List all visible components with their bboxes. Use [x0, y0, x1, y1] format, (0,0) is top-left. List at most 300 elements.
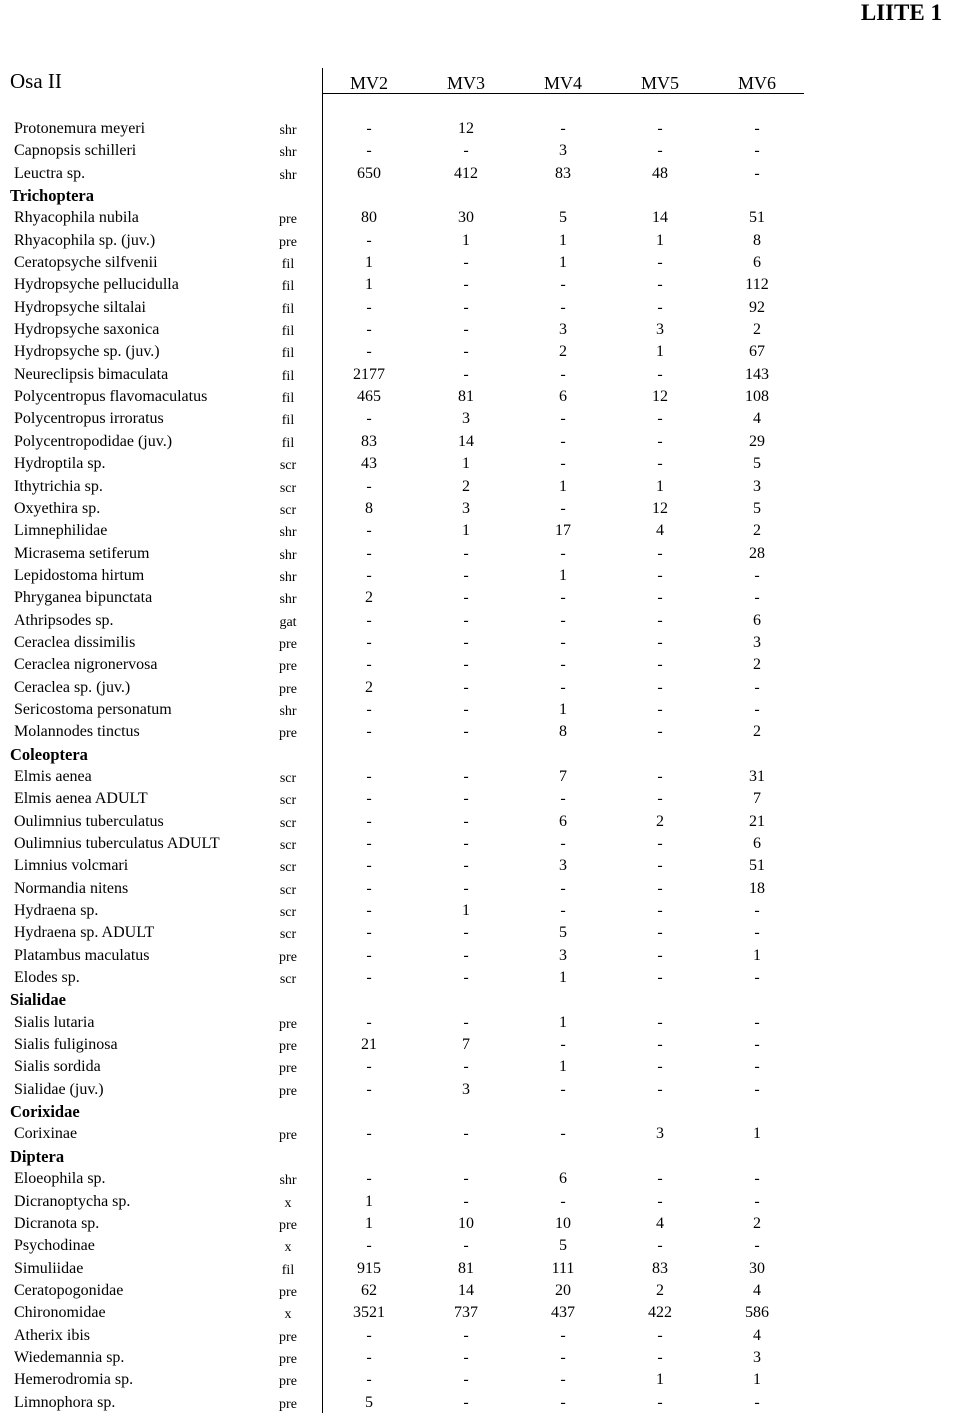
feeding-group: pre	[279, 1396, 297, 1412]
count-cell: -	[657, 1080, 663, 1098]
count-cell: -	[560, 1326, 566, 1344]
count-cell: -	[366, 1237, 372, 1255]
count-cell: 83	[652, 1259, 668, 1277]
feeding-group: scr	[279, 905, 297, 921]
count-cell: -	[754, 969, 760, 987]
feeding-group: shr	[279, 703, 297, 719]
count-cell: 8	[753, 231, 761, 249]
taxon-name: Leuctra sp.	[14, 164, 86, 182]
feeding-group: scr	[279, 927, 297, 943]
feeding-group: fil	[281, 324, 295, 340]
feeding-group: pre	[279, 636, 297, 652]
count-cell: -	[560, 432, 566, 450]
feeding-group: shr	[279, 592, 297, 608]
count-cell: 1	[656, 343, 664, 361]
count-cell: -	[657, 365, 663, 383]
table-row	[0, 1123, 960, 1145]
taxon-name: Hydropsyche pellucidulla	[14, 276, 179, 294]
count-cell: 3	[753, 1348, 761, 1366]
count-cell: 143	[745, 365, 769, 383]
count-cell: -	[754, 1170, 760, 1188]
count-cell: -	[657, 656, 663, 674]
table-row	[0, 1325, 960, 1347]
count-cell: -	[366, 723, 372, 741]
column-header-mv5: MV5	[640, 73, 679, 93]
section-header	[0, 989, 960, 1011]
count-cell: 3	[559, 857, 567, 875]
taxon-name: Sericostoma personatum	[14, 700, 172, 718]
count-cell: -	[754, 700, 760, 718]
count-cell: -	[463, 343, 469, 361]
count-cell: 3	[559, 142, 567, 160]
taxon-name: Simuliidae	[14, 1259, 84, 1277]
feeding-group: shr	[279, 1173, 297, 1189]
count-cell: -	[560, 455, 566, 473]
count-cell: -	[366, 611, 372, 629]
taxon-name: Polycentropus irroratus	[14, 410, 164, 428]
count-cell: 21	[749, 812, 765, 830]
table-row	[0, 811, 960, 833]
section-header	[0, 1146, 960, 1168]
count-cell: -	[560, 365, 566, 383]
count-cell: 4	[753, 1281, 761, 1299]
count-cell: -	[754, 1237, 760, 1255]
count-cell: 412	[454, 164, 478, 182]
count-cell: -	[366, 120, 372, 137]
count-cell: -	[657, 946, 663, 964]
count-cell: 2	[656, 812, 664, 830]
table-row	[0, 900, 960, 922]
count-cell: -	[754, 1058, 760, 1076]
taxon-name: Ceraclea dissimilis	[14, 633, 136, 651]
count-cell: -	[657, 767, 663, 785]
feeding-group: x	[284, 1195, 292, 1211]
count-cell: -	[463, 365, 469, 383]
count-cell: -	[366, 522, 372, 540]
count-cell: 111	[551, 1259, 575, 1277]
taxon-name: Limnephilidae	[14, 522, 108, 540]
table-row	[0, 364, 960, 386]
count-cell: 7	[462, 1036, 470, 1054]
count-cell: 2	[462, 477, 470, 495]
count-cell: 1	[559, 1013, 567, 1031]
taxon-name: Rhyacophila sp. (juv.)	[14, 231, 156, 249]
feeding-group: fil	[281, 368, 295, 384]
count-cell: -	[657, 432, 663, 450]
count-cell: 2	[365, 589, 373, 607]
count-cell: -	[560, 120, 566, 137]
count-cell: 10	[458, 1214, 474, 1232]
count-cell: 7	[753, 790, 761, 808]
count-cell: -	[463, 1192, 469, 1210]
count-cell: 43	[361, 455, 377, 473]
count-cell: -	[463, 544, 469, 562]
count-cell: 3	[559, 946, 567, 964]
count-cell: -	[366, 835, 372, 852]
taxon-name: Ceraclea nigronervosa	[14, 656, 158, 674]
count-cell: -	[463, 589, 469, 607]
count-cell: -	[657, 410, 663, 428]
count-cell: 67	[749, 343, 765, 361]
table-row	[0, 766, 960, 788]
count-cell: -	[560, 499, 566, 517]
count-cell: -	[754, 1080, 760, 1098]
table-row	[0, 297, 960, 319]
count-cell: -	[560, 902, 566, 920]
count-cell: -	[366, 566, 372, 584]
table-row	[0, 1168, 960, 1190]
count-cell: -	[754, 589, 760, 607]
count-cell: -	[463, 1326, 469, 1344]
count-cell: -	[366, 812, 372, 830]
count-cell: -	[754, 678, 760, 696]
count-cell: 1	[462, 455, 470, 473]
count-cell: 6	[559, 1170, 567, 1188]
table-row	[0, 1302, 960, 1324]
feeding-group: fil	[281, 301, 295, 317]
species-table	[0, 118, 960, 1414]
taxon-name: Oxyethira sp.	[14, 499, 101, 517]
count-cell: -	[463, 946, 469, 964]
count-cell: -	[366, 656, 372, 674]
column-header-mv2: MV2	[349, 73, 388, 93]
count-cell: 1	[462, 231, 470, 249]
count-cell: -	[754, 1192, 760, 1210]
count-cell: 1	[559, 477, 567, 495]
count-cell: 1	[559, 254, 567, 272]
count-cell: 7	[559, 767, 567, 785]
count-cell: -	[366, 477, 372, 495]
count-cell: -	[560, 1080, 566, 1098]
taxon-name: Limnius volcmari	[14, 857, 129, 875]
count-cell: 1	[462, 902, 470, 920]
feeding-group: pre	[279, 1128, 297, 1144]
feeding-group: fil	[281, 257, 295, 273]
count-cell: -	[657, 678, 663, 696]
count-cell: 1	[365, 254, 373, 272]
count-cell: -	[560, 1371, 566, 1389]
count-cell: -	[657, 790, 663, 808]
count-cell: 5	[365, 1393, 373, 1411]
count-cell: 2	[753, 321, 761, 339]
feeding-group: scr	[279, 860, 297, 876]
feeding-group: pre	[279, 1083, 297, 1099]
taxon-name: Protonemura meyeri	[14, 120, 146, 137]
count-cell: -	[657, 566, 663, 584]
count-cell: -	[366, 343, 372, 361]
count-cell: 8	[559, 723, 567, 741]
feeding-group: pre	[279, 1284, 297, 1300]
feeding-group: pre	[279, 681, 297, 697]
count-cell: 6	[559, 388, 567, 406]
count-cell: 1	[753, 946, 761, 964]
count-cell: 8	[365, 499, 373, 517]
count-cell: -	[657, 254, 663, 272]
feeding-group: scr	[279, 458, 297, 474]
table-row	[0, 118, 960, 140]
count-cell: -	[366, 231, 372, 249]
section-title: Corixidae	[10, 1102, 80, 1122]
count-cell: 18	[749, 879, 765, 897]
taxon-name: Molannodes tinctus	[14, 723, 140, 741]
taxon-name: Lepidostoma hirtum	[14, 566, 145, 584]
count-cell: -	[366, 633, 372, 651]
feeding-group: shr	[279, 123, 297, 138]
count-cell: 28	[749, 544, 765, 562]
table-row	[0, 386, 960, 408]
count-cell: -	[366, 1058, 372, 1076]
column-header-mv4: MV4	[543, 73, 582, 93]
count-cell: -	[754, 120, 760, 137]
count-cell: -	[366, 1125, 372, 1143]
count-cell: -	[463, 656, 469, 674]
count-cell: -	[657, 611, 663, 629]
count-cell: -	[366, 321, 372, 339]
count-cell: 108	[745, 388, 769, 406]
count-cell: 2	[753, 522, 761, 540]
feeding-group: scr	[279, 480, 297, 496]
table-row	[0, 163, 960, 185]
taxon-name: Wiedemannia sp.	[14, 1348, 125, 1366]
count-cell: -	[366, 544, 372, 562]
feeding-group: scr	[279, 770, 297, 786]
count-cell: -	[657, 455, 663, 473]
count-cell: -	[560, 1125, 566, 1143]
section-title: Coleoptera	[10, 744, 88, 764]
taxon-name: Limnophora sp.	[14, 1393, 116, 1411]
table-row	[0, 788, 960, 810]
count-cell: -	[754, 1036, 760, 1054]
feeding-group: scr	[279, 793, 297, 809]
feeding-group: shr	[279, 569, 297, 585]
count-cell: -	[463, 969, 469, 987]
count-cell: 650	[357, 164, 381, 182]
count-cell: -	[560, 879, 566, 897]
count-cell: 4	[753, 1326, 761, 1344]
feeding-group: pre	[279, 212, 297, 228]
count-cell: -	[463, 924, 469, 942]
feeding-group: pre	[279, 1329, 297, 1345]
count-cell: -	[657, 1013, 663, 1031]
count-cell: -	[463, 1125, 469, 1143]
feeding-group: pre	[279, 1217, 297, 1233]
table-row	[0, 610, 960, 632]
count-cell: -	[560, 633, 566, 651]
feeding-group: shr	[279, 525, 297, 541]
count-cell: -	[560, 611, 566, 629]
count-cell: -	[657, 924, 663, 942]
count-cell: 3	[462, 410, 470, 428]
count-cell: -	[366, 924, 372, 942]
count-cell: 2	[559, 343, 567, 361]
table-row	[0, 587, 960, 609]
count-cell: 30	[749, 1259, 765, 1277]
count-cell: -	[366, 790, 372, 808]
count-cell: -	[657, 1237, 663, 1255]
count-cell: -	[366, 767, 372, 785]
taxon-name: Athripsodes sp.	[14, 611, 114, 629]
count-cell: -	[560, 656, 566, 674]
count-cell: 92	[749, 298, 765, 316]
count-cell: 30	[458, 209, 474, 227]
feeding-group: scr	[279, 882, 297, 898]
count-cell: 81	[458, 1259, 474, 1277]
count-cell: -	[754, 1013, 760, 1031]
count-cell: -	[560, 410, 566, 428]
count-cell: -	[657, 298, 663, 316]
count-cell: 48	[652, 164, 668, 182]
count-cell: -	[754, 566, 760, 584]
count-cell: -	[657, 902, 663, 920]
count-cell: -	[657, 1036, 663, 1054]
count-cell: 1	[462, 522, 470, 540]
count-cell: 3	[462, 1080, 470, 1098]
count-cell: -	[657, 142, 663, 160]
taxon-name: Sialis fuliginosa	[14, 1036, 118, 1054]
count-cell: 62	[361, 1281, 377, 1299]
count-cell: 422	[648, 1304, 672, 1322]
feeding-group: scr	[279, 972, 297, 988]
count-cell: 2	[753, 723, 761, 741]
table-row	[0, 207, 960, 229]
count-cell: -	[366, 700, 372, 718]
count-cell: -	[754, 142, 760, 160]
table-row	[0, 855, 960, 877]
taxon-name: Ceratopsyche silfvenii	[14, 254, 158, 272]
table-row	[0, 520, 960, 542]
section-title: Diptera	[10, 1146, 65, 1166]
table-row	[0, 453, 960, 475]
taxon-name: Oulimnius tuberculatus	[14, 812, 164, 830]
feeding-group: x	[284, 1307, 292, 1323]
table-row	[0, 476, 960, 498]
count-cell: -	[463, 857, 469, 875]
count-cell: 1	[656, 1371, 664, 1389]
count-cell: -	[560, 1192, 566, 1210]
table-row	[0, 1280, 960, 1302]
count-cell: -	[560, 1393, 566, 1411]
count-cell: -	[657, 120, 663, 137]
count-cell: 1	[656, 477, 664, 495]
count-cell: -	[657, 1170, 663, 1188]
count-cell: 1	[559, 566, 567, 584]
count-cell: -	[463, 254, 469, 272]
count-cell: 81	[458, 388, 474, 406]
count-cell: 1	[365, 276, 373, 294]
count-cell: -	[463, 566, 469, 584]
feeding-group: fil	[281, 346, 295, 362]
count-cell: 5	[559, 924, 567, 942]
taxon-name: Corixinae	[14, 1125, 78, 1143]
taxon-name: Hydraena sp.	[14, 902, 99, 920]
count-cell: 14	[458, 1281, 474, 1299]
count-cell: 14	[652, 209, 668, 227]
table-row	[0, 878, 960, 900]
count-cell: -	[560, 544, 566, 562]
count-cell: -	[560, 835, 566, 852]
count-cell: -	[366, 142, 372, 160]
count-cell: 3	[656, 1125, 664, 1143]
part-title: Osa II	[10, 69, 62, 93]
count-cell: 12	[652, 388, 668, 406]
count-cell: -	[560, 678, 566, 696]
taxon-name: Elmis aenea	[14, 767, 92, 785]
count-cell: 1	[559, 969, 567, 987]
count-cell: -	[657, 633, 663, 651]
count-cell: -	[463, 835, 469, 852]
count-cell: -	[754, 902, 760, 920]
count-cell: 6	[753, 254, 761, 272]
taxon-name: Psychodinae	[14, 1237, 95, 1255]
count-cell: -	[657, 700, 663, 718]
count-cell: -	[560, 790, 566, 808]
feeding-group: pre	[279, 1061, 297, 1077]
table-row	[0, 565, 960, 587]
count-cell: 2	[753, 1214, 761, 1232]
count-cell: -	[366, 1013, 372, 1031]
table-row	[0, 833, 960, 855]
taxon-name: Sialidae (juv.)	[14, 1080, 104, 1098]
count-cell: 4	[753, 410, 761, 428]
table-row	[0, 677, 960, 699]
taxon-name: Hemerodromia sp.	[14, 1371, 134, 1389]
count-cell: 12	[652, 499, 668, 517]
count-cell: -	[657, 1326, 663, 1344]
count-cell: 737	[454, 1304, 478, 1322]
count-cell: -	[366, 1326, 372, 1344]
table-row	[0, 1034, 960, 1056]
table-row	[0, 1392, 960, 1414]
count-cell: -	[366, 1348, 372, 1366]
count-cell: 437	[551, 1304, 575, 1322]
count-cell: 1	[559, 700, 567, 718]
feeding-group: pre	[279, 659, 297, 675]
feeding-group: pre	[279, 1016, 297, 1032]
taxon-name: Sialis sordida	[14, 1058, 101, 1076]
taxon-name: Dicranoptycha sp.	[14, 1192, 131, 1210]
count-cell: 3	[559, 321, 567, 339]
count-cell: -	[754, 924, 760, 942]
count-cell: 465	[357, 388, 381, 406]
taxon-name: Hydropsyche saxonica	[14, 321, 160, 339]
count-cell: 2	[365, 678, 373, 696]
count-cell: -	[366, 298, 372, 316]
count-cell: -	[657, 879, 663, 897]
table-row	[0, 699, 960, 721]
count-cell: -	[463, 1170, 469, 1188]
count-cell: 31	[749, 767, 765, 785]
table-row	[0, 498, 960, 520]
count-cell: -	[657, 723, 663, 741]
taxon-name: Polycentropus flavomaculatus	[14, 388, 208, 406]
count-cell: 5	[753, 499, 761, 517]
feeding-group: shr	[279, 145, 297, 161]
taxon-name: Elodes sp.	[14, 969, 80, 987]
feeding-group: pre	[279, 1039, 297, 1055]
taxon-name: Chironomidae	[14, 1304, 106, 1322]
feeding-group: gat	[279, 614, 297, 630]
taxon-name: Elmis aenea ADULT	[14, 790, 148, 808]
section-title: Trichoptera	[10, 186, 95, 206]
feeding-group: scr	[279, 502, 297, 518]
taxon-name: Hydropsyche siltalai	[14, 298, 146, 316]
count-cell: -	[366, 1170, 372, 1188]
table-row	[0, 431, 960, 453]
section-title: Sialidae	[10, 990, 66, 1010]
count-cell: -	[463, 879, 469, 897]
taxon-name: Ceratopogonidae	[14, 1281, 124, 1299]
count-cell: 4	[656, 1214, 664, 1232]
